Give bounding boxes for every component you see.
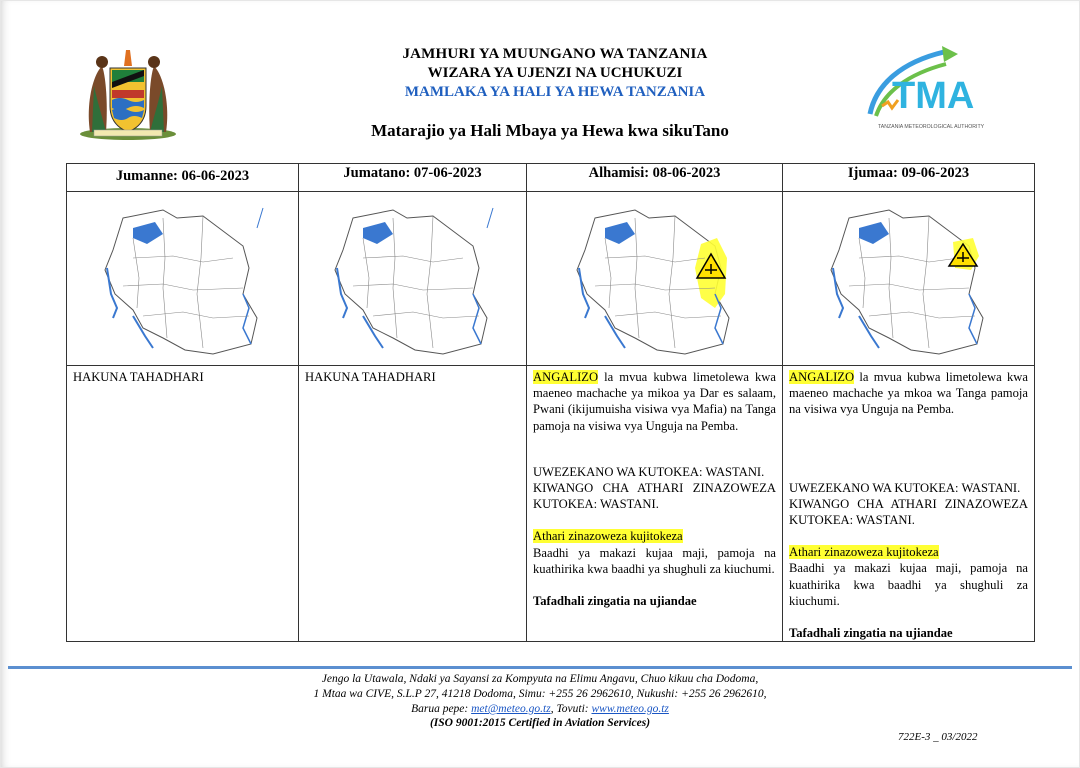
day-header-1: Jumanne: 06-06-2023 [67, 164, 299, 192]
footer-contacts: Barua pepe: met@meteo.go.tz, Tovuti: www.meteo.go.tz [411, 703, 669, 715]
tanzania-map-icon [819, 198, 999, 360]
warning-text-day-2: HAKUNA TAHADHARI [299, 366, 527, 642]
footer-address-2: 1 Mtaa wa CIVE, S.L.P 27, 41218 Dodoma, Simu: +255 26 2962610, Nukushi: +255 26 2962610, [313, 688, 767, 700]
day-header-3: Alhamisi: 08-06-2023 [527, 164, 783, 192]
effects-heading: Athari zinazoweza kujitokeza [789, 545, 939, 560]
tanzania-map-icon [565, 198, 745, 360]
tanzania-map-icon [323, 198, 503, 360]
tma-logo-subtitle: TANZANIA METEOROLOGICAL AUTHORITY [878, 124, 985, 130]
impact-text: KIWANGO CHA ATHARI ZINAZOWEZA KUTOKEA: WASTANI. [789, 496, 1028, 528]
effects-heading: Athari zinazoweza kujitokeza [533, 529, 683, 544]
map-day-3 [527, 192, 783, 366]
tma-logo-text: TMA [892, 75, 975, 117]
map-day-1 [67, 192, 299, 366]
angalizo-badge: ANGALIZO [789, 370, 855, 384]
footer-divider [8, 666, 1072, 669]
website-link[interactable]: www.meteo.go.tz [591, 703, 669, 715]
forecast-table [66, 163, 1035, 642]
likelihood-text: UWEZEKANO WA KUTOKEA: WASTANI. [533, 464, 765, 479]
footer-address-1: Jengo la Utawala, Ndaki ya Sayansi za Kompyuta na Elimu Angavu, Chuo kikuu cha Dodoma, [321, 673, 759, 685]
iso-certification: (ISO 9001:2015 Certified in Aviation Services) [429, 717, 651, 729]
tma-logo-icon [862, 44, 992, 134]
map-day-4 [783, 192, 1035, 366]
day-header-2: Jumatano: 07-06-2023 [299, 164, 527, 192]
warning-text-day-4: ANGALIZO la mvua kubwa limetolewa kwa maeneo machache ya mkoa wa Tanga pamoja na visiwa vya Unguja na Pemba. UWEZEKANO WA KUTOKEA: WASTANI. KIWANGO CHA ATHARI ZINAZOWEZA KUTOKEA: WASTANI. Athari zinazoweza kujitokeza Baadhi ya makazi kujaa maji, pamoja na kuathirika kwa baadhi ya shughuli za kiuchumi. Tafadhali zingatia na ujiandae [783, 366, 1035, 642]
page-title: Matarajio ya Hali Mbaya ya Hewa kwa sikuTano [371, 121, 729, 140]
document-code: 722E-3 _ 03/2022 [898, 731, 978, 743]
header-ministry: WIZARA YA UJENZI NA UCHUKUZI [427, 65, 683, 81]
tanzania-coat-of-arms-icon [72, 46, 184, 142]
effects-text: Baadhi ya makazi kujaa maji, pamoja na kuathirika kwa baadhi ya shughuli za kiuchumi. [533, 545, 776, 576]
header-authority: MAMLAKA YA HALI YA HEWA TANZANIA [404, 84, 706, 100]
email-link[interactable]: met@meteo.go.tz [471, 703, 551, 715]
warning-text-day-3: ANGALIZO la mvua kubwa limetolewa kwa maeneo machache ya mikoa ya Dar es salaam, Pwani (ikijumuisha visiwa vya Mafia) na Tanga pamoja na visiwa vya Unguja na Pemba. UWEZEKANO WA KUTOKEA: WASTANI. KIWANGO CHA ATHARI ZINAZOWEZA KUTOKEA: WASTANI. Athari zinazoweza kujitokeza Baadhi ya makazi kujaa maji, pamoja na kuathirika kwa baadhi ya shughuli za kiuchumi. Tafadhali zingatia na ujiandae [527, 366, 783, 642]
tanzania-map-icon [93, 198, 273, 360]
day-header-4: Ijumaa: 09-06-2023 [783, 164, 1035, 192]
advice-text: Tafadhali zingatia na ujiandae [789, 626, 953, 641]
angalizo-badge: ANGALIZO [533, 370, 599, 384]
effects-text: Baadhi ya makazi kujaa maji, pamoja na kuathirika kwa baadhi ya shughuli za kiuchumi. [789, 561, 1028, 608]
header-republic: JAMHURI YA MUUNGANO WA TANZANIA [402, 46, 708, 62]
likelihood-text: UWEZEKANO WA KUTOKEA: WASTANI. [789, 480, 1021, 495]
advice-text: Tafadhali zingatia na ujiandae [533, 594, 697, 609]
impact-text: KIWANGO CHA ATHARI ZINAZOWEZA KUTOKEA: WASTANI. [533, 481, 776, 512]
map-day-2 [299, 192, 527, 366]
warning-text-day-1: HAKUNA TAHADHARI [67, 366, 299, 642]
